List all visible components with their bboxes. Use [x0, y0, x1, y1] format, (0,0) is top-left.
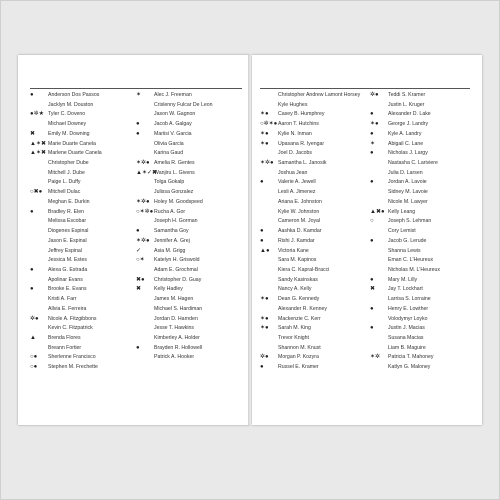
person-name: Susana Macias [388, 334, 424, 341]
person-name: Kelly Leang [388, 208, 416, 215]
person-name: Jay T. Lockhart [388, 286, 423, 293]
person-name: Karina Gaud [154, 150, 184, 157]
honor-symbols-icon: ● [30, 208, 34, 215]
honor-symbols-icon: ● [370, 130, 374, 137]
person-name: Sherlenne Francisco [48, 354, 96, 361]
person-name: Mackenzie C. Kerr [278, 315, 321, 322]
person-name: Alec J. Freeman [154, 92, 192, 98]
person-name: Mitchell J. Dube [48, 169, 85, 176]
person-name: Melissa Escobar [48, 218, 87, 225]
person-name: Kevin C. Fitzpatrick [48, 325, 93, 332]
person-name: Liam B. Maguire [388, 344, 426, 351]
person-name: Jacob G. Lerude [388, 237, 427, 244]
person-name: Jennifer A. Grej [154, 237, 190, 244]
person-name: Aashka D. Kamdar [278, 228, 322, 235]
person-name: Tolga Gokalp [154, 179, 185, 186]
person-name: Henry E. Lowther [388, 305, 429, 312]
honor-symbols-icon: ✖ [370, 286, 376, 293]
person-name: Volodymyr Loyko [388, 315, 428, 322]
person-name: Kimberley A. Holder [154, 334, 200, 341]
honor-symbols-icon: ● [136, 130, 140, 137]
person-name: Kyle Hughes [278, 101, 308, 108]
person-name: Brooke E. Evans [48, 286, 87, 293]
person-name: Kylie N. Inman [278, 130, 312, 137]
person-name: Shannon M. Knust [278, 344, 321, 351]
honor-symbols-icon: ○ [370, 218, 374, 225]
person-name: Diogenes Espinal [48, 228, 89, 235]
person-name: Alexa G. Estrada [48, 266, 88, 273]
person-name: Valerie A. Jewell [278, 179, 316, 186]
person-name: Morgan P. Kozyra [278, 354, 319, 361]
honor-symbols-icon: ● [370, 237, 374, 244]
person-name: Wanjiru L. Givens [154, 169, 195, 176]
person-name: Jacob A. Galgay [154, 121, 192, 128]
honor-symbols-icon: ● [370, 111, 374, 118]
honor-symbols-icon: ✶✲● [136, 237, 150, 244]
person-name: Jeffrey Espinal [48, 247, 82, 254]
person-name: Stephen M. Frechette [48, 364, 98, 371]
person-name: Sara M. Kapinos [278, 257, 317, 264]
person-name: Victoria Kane [278, 247, 309, 254]
honor-symbols-icon: ● [370, 179, 374, 186]
person-name: Brenda Flores [48, 334, 81, 341]
person-name: Sandy Kasinskas [278, 276, 318, 283]
person-name: Jason W. Gagnon [154, 111, 196, 118]
honor-symbols-icon: ✶ [136, 92, 142, 98]
honor-symbols-icon: ✖● [136, 276, 145, 283]
honor-symbols-icon: ○✖● [30, 189, 43, 196]
person-name: Jesse T. Hawkins [154, 325, 194, 332]
person-name: Meghan E. Durkin [48, 198, 90, 205]
person-name: Abigail C. Lane [388, 140, 424, 147]
person-name: Katelyn H. Griswold [154, 257, 200, 264]
honor-symbols-icon: ✶✲● [260, 160, 274, 167]
honor-symbols-icon: ● [370, 305, 374, 312]
honor-symbols-icon: ✶ [370, 140, 376, 147]
person-name: Christopher Andrew Lamont Horsey [278, 92, 361, 98]
honor-symbols-icon: ● [260, 364, 264, 371]
person-name: Patricia T. Mahoney [388, 354, 434, 361]
honor-symbols-icon: ▲✶✖ [30, 140, 46, 147]
person-name: Brayden R. Hollowell [154, 344, 203, 351]
person-name: Kiera C. Kapral-Bracci [278, 266, 330, 273]
person-name: Christopher Dube [48, 160, 89, 167]
honor-symbols-icon: ○✶✲● [136, 208, 154, 215]
person-name: Nicole M. Lawyer [388, 198, 428, 205]
person-name: Nancy A. Kelly [278, 286, 312, 293]
person-name: Upasana R. Iyengar [278, 140, 325, 147]
person-name: Patrick A. Hooker [154, 354, 195, 361]
honor-symbols-icon: ✶● [260, 315, 269, 322]
honor-symbols-icon: ✶✲● [136, 160, 150, 167]
honor-symbols-icon: ✲● [370, 92, 379, 98]
person-name: Julissa Gonzalez [154, 189, 194, 196]
honor-symbols-icon: ● [30, 92, 34, 98]
honor-symbols-icon: ✶● [370, 121, 379, 128]
person-name: Marlene Duarte Canela [48, 150, 102, 157]
person-name: Justin J. Macias [388, 325, 425, 332]
person-name: Teddi S. Kramer [388, 92, 426, 98]
person-name: Shanna Lewis [388, 247, 421, 254]
person-name: Alexander D. Lake [388, 111, 431, 118]
honor-symbols-icon: ● [136, 344, 140, 351]
person-name: George J. Landry [388, 121, 429, 128]
person-name: Allvia E. Ferreira [48, 305, 87, 312]
honor-symbols-icon: ✖ [30, 130, 36, 137]
honor-symbols-icon: ○● [30, 364, 38, 371]
person-name: Marie Duarte Canela [48, 140, 96, 147]
honor-symbols-icon: ● [370, 276, 374, 283]
person-name: Julia D. Larsen [388, 169, 423, 176]
person-name: Christopher D. Guay [154, 276, 202, 283]
person-name: Nicholas J. Largy [388, 150, 428, 157]
person-name: Cameron M. Joyal [278, 218, 321, 225]
person-name: Casey B. Humphrey [278, 111, 325, 118]
honor-symbols-icon: ● [260, 228, 264, 235]
person-name: Rishi J. Kamdar [278, 237, 315, 244]
person-name: Michael S. Hardiman [154, 305, 203, 312]
person-name: Nicole A. Fitzgibbons [48, 315, 97, 322]
person-name: Michael Downey [48, 121, 87, 128]
person-name: Kyle A. Landry [388, 130, 422, 137]
header-rule [260, 88, 470, 89]
person-name: Nastasha C. Lariviere [388, 160, 438, 167]
honor-symbols-icon: ○✶ [136, 257, 145, 264]
person-name: Sidney M. Lavoie [388, 189, 428, 196]
person-name: Nicholas M. L'Heureux [388, 266, 441, 273]
honor-symbols-icon: ✶● [260, 140, 269, 147]
person-name: Samantha L. Janosik [278, 160, 327, 167]
person-name: Trevor Knight [278, 334, 309, 341]
honor-symbols-icon: ▲✶✓✖ [136, 169, 158, 176]
person-name: Eman C. L'Heureux [388, 257, 434, 264]
honor-symbols-icon: ● [260, 237, 264, 244]
person-name: Anderson Dos Passos [48, 92, 100, 98]
person-name: Jordan A. Lavoie [388, 179, 427, 186]
person-name: Kelly Hadley [154, 286, 183, 293]
person-name: Amelia R. Gentes [154, 160, 195, 167]
honor-symbols-icon: ✶● [260, 111, 269, 118]
person-name: Emily M. Downing [48, 130, 90, 137]
honor-symbols-icon: ▲✶✖ [30, 150, 46, 157]
honor-symbols-icon: ▲● [260, 247, 270, 254]
honor-symbols-icon: ▲✖● [370, 208, 385, 215]
person-name: Jessica M. Estes [48, 257, 87, 264]
person-name: Jacklyn M. Douston [48, 101, 94, 108]
person-name: Samantha Goy [154, 228, 189, 235]
left-page [18, 55, 250, 425]
header-rule [30, 88, 242, 89]
honor-symbols-icon: ▲ [30, 334, 36, 341]
person-name: Joseph S. Lehman [388, 218, 432, 225]
person-name: Cory Lemist [388, 228, 416, 235]
honor-symbols-icon: ● [370, 150, 374, 157]
honor-symbols-icon: ✶● [260, 325, 269, 332]
person-name: Joseph H. Gorman [154, 218, 198, 225]
honor-symbols-icon: ✲● [30, 315, 39, 322]
honor-symbols-icon: ● [136, 228, 140, 235]
person-name: Dean G. Kennedy [278, 296, 320, 303]
honor-symbols-icon: ● [136, 121, 140, 128]
person-name: Olivia Garcia [154, 140, 184, 147]
person-name: Mitchell Dulac [48, 189, 81, 196]
person-name: Jason E. Espinal [48, 237, 87, 244]
person-name: Rucha A. Gor [154, 208, 186, 215]
honor-symbols-icon: ○✲✶● [260, 121, 278, 128]
honor-symbols-icon: ● [370, 325, 374, 332]
honor-symbols-icon: ●✲★ [30, 111, 45, 118]
person-name: Larrisa S. Lorraine [388, 296, 431, 303]
person-name: Mary M. Lilly [388, 276, 418, 283]
honor-symbols-icon: ✓ [136, 247, 142, 254]
honor-symbols-icon: ✶✲● [136, 198, 150, 205]
person-name: Lesli A. Jimenez [278, 189, 316, 196]
person-name: Justin L. Kruger [388, 101, 425, 108]
person-name: Katlyn G. Maloney [388, 364, 431, 371]
person-name: Tyler C. Doveno [48, 111, 86, 118]
person-name: Bradley R. Elen [48, 208, 85, 215]
person-name: Sarah M. King [278, 325, 311, 332]
person-name: Alexander R. Kenney [278, 305, 328, 312]
person-name: Jordan D. Harnden [154, 315, 198, 322]
honor-symbols-icon: ● [260, 179, 264, 186]
person-name: Breann Fortier [48, 344, 82, 351]
honor-symbols-icon: ✶● [260, 296, 269, 303]
person-name: Aaron T. Hutchins [278, 121, 319, 128]
person-name: Joshua Jean [278, 169, 308, 176]
person-name: Russel E. Kramer [278, 364, 319, 371]
honor-symbols-icon: ✶● [260, 130, 269, 137]
person-name: Kristi A. Farr [48, 296, 77, 303]
person-name: Adam E. Grochmal [154, 266, 198, 273]
honor-symbols-icon: ✲● [260, 354, 269, 361]
person-name: Apolinar Evans [48, 276, 83, 283]
honor-symbols-icon: ○● [30, 354, 38, 361]
honor-symbols-icon: ● [30, 286, 34, 293]
person-name: Kylie W. Johnston [278, 208, 320, 215]
person-name: Crislenny Fulcar De Leon [154, 101, 213, 108]
honor-symbols-icon: ● [30, 266, 34, 273]
person-name: Mariisi V. Garcia [154, 130, 192, 137]
person-name: Paige L. Duffy [48, 179, 81, 186]
person-name: Holey M. Goodspeed [154, 198, 203, 205]
person-name: Joel D. Jacobs [278, 150, 313, 157]
person-name: James M. Hagen [154, 296, 194, 303]
right-page [252, 55, 482, 425]
honor-symbols-icon: ✶✲ [370, 354, 381, 361]
honor-symbols-icon: ✖ [136, 286, 142, 293]
person-name: Asia M. Grigg [154, 247, 186, 254]
person-name: Ariana E. Johnston [278, 198, 322, 205]
